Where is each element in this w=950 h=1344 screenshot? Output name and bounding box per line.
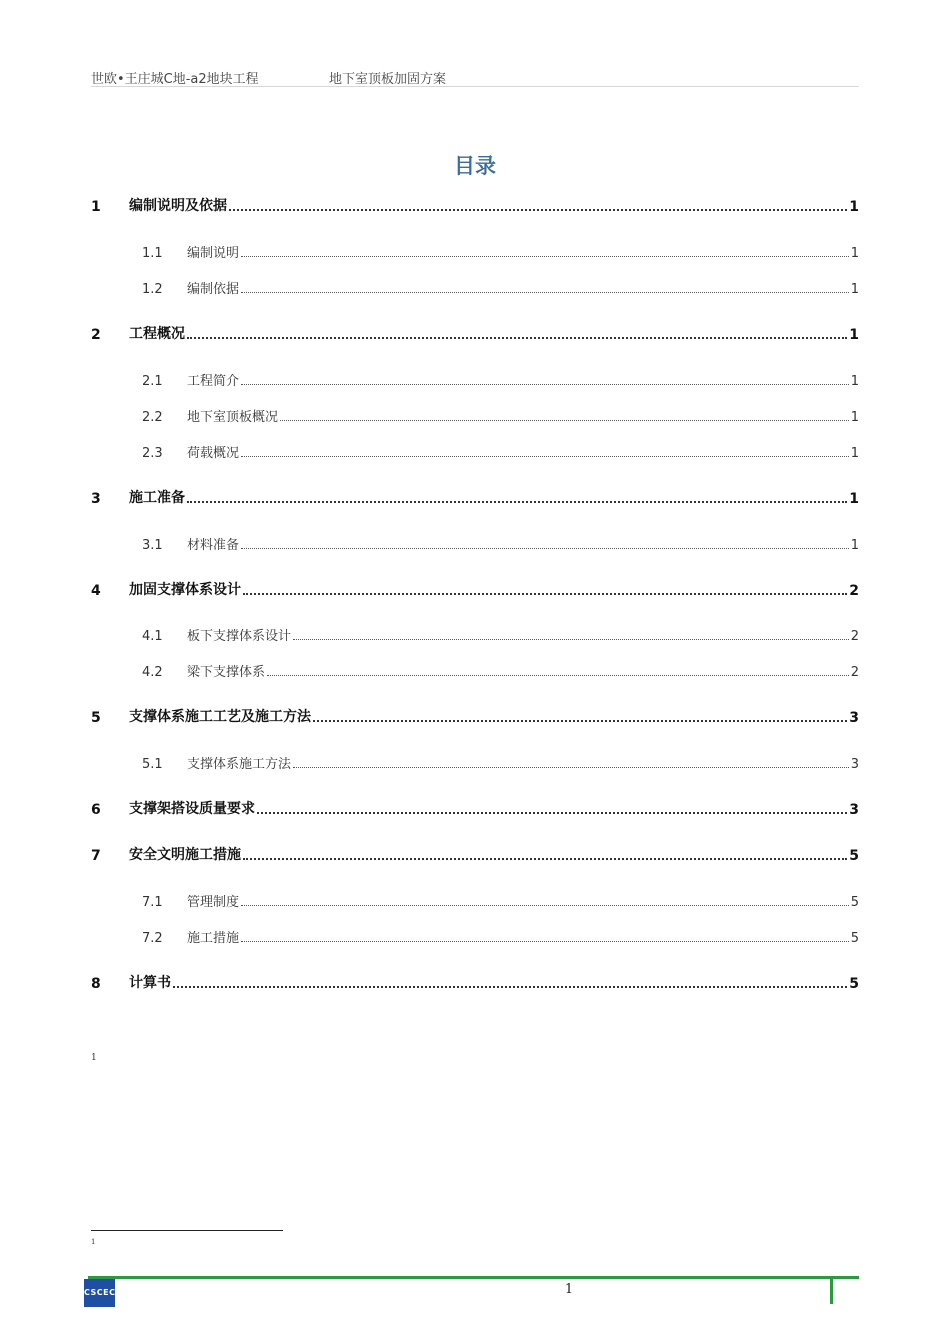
toc-entry-title: 支撑体系施工工艺及施工方法: [129, 709, 311, 725]
toc-entry-section[interactable]: [91, 533, 859, 553]
toc-entry-title: 施工措施: [187, 931, 240, 946]
toc-entry-number: 2.1: [142, 374, 163, 389]
toc-dot-leader: [267, 674, 849, 676]
toc-entry-page: 5: [850, 931, 859, 946]
toc-entry-section[interactable]: [91, 752, 859, 772]
toc-entry-number: 7.1: [142, 895, 163, 910]
toc-dot-leader: [241, 940, 849, 942]
toc-entry-number: 2.3: [142, 446, 163, 461]
toc-entry-number: 4.1: [142, 629, 163, 644]
page-number: 1: [564, 1282, 574, 1297]
logo-text-top: CSCEC: [84, 1288, 116, 1297]
toc-dot-leader: [241, 255, 849, 257]
toc-entry-title: 工程概况: [129, 326, 185, 342]
toc-entry-title: 支撑架搭设质量要求: [129, 801, 255, 817]
toc-entry-number: 7.2: [142, 931, 163, 946]
toc-entry-number: 2.2: [142, 410, 163, 425]
toc-entry-section[interactable]: [91, 624, 859, 644]
toc-entry-number: 3.1: [142, 538, 163, 553]
toc-entry-title: 计算书: [129, 975, 171, 991]
toc-entry-number: 6: [91, 802, 101, 818]
toc-dot-leader: [173, 985, 847, 988]
toc-entry-number: 1: [91, 199, 101, 215]
toc-entry-number: 1.2: [142, 282, 163, 297]
toc-entry-section[interactable]: [91, 441, 859, 461]
toc-entry-page: 1: [850, 246, 859, 261]
toc-entry-chapter[interactable]: [91, 195, 859, 215]
toc-entry-number: 1.1: [142, 246, 163, 261]
toc-entry-page: 1: [849, 199, 859, 215]
toc-entry-chapter[interactable]: [91, 487, 859, 507]
toc-entry-title: 编制依据: [187, 282, 240, 297]
toc-dot-leader: [229, 208, 847, 211]
header-document-title: 地下室顶板加固方案: [329, 72, 447, 87]
toc-entry-page: 3: [849, 710, 859, 726]
toc-dot-leader: [293, 638, 849, 640]
toc-entry-page: 2: [849, 583, 859, 599]
toc-dot-leader: [241, 547, 849, 549]
toc-entry-page: 1: [849, 491, 859, 507]
footnote-separator: [91, 1230, 283, 1231]
toc-entry-chapter[interactable]: [91, 323, 859, 343]
toc-entry-chapter[interactable]: [91, 706, 859, 726]
toc-dot-leader: [243, 857, 847, 860]
toc-entry-section[interactable]: [91, 660, 859, 680]
toc-entry-page: 1: [850, 282, 859, 297]
toc-entry-chapter[interactable]: [91, 844, 859, 864]
toc-dot-leader: [313, 719, 847, 722]
toc-entry-section[interactable]: [91, 241, 859, 261]
toc-entry-page: 1: [850, 538, 859, 553]
toc-dot-leader: [241, 904, 849, 906]
toc-entry-section[interactable]: [91, 926, 859, 946]
toc-entry-number: 5.1: [142, 757, 163, 772]
toc-entry-number: 5: [91, 710, 101, 726]
toc-dot-leader: [241, 383, 849, 385]
toc-entry-title: 材料准备: [187, 538, 240, 553]
toc-entry-title: 梁下支撑体系: [187, 665, 266, 680]
toc-entry-page: 2: [850, 665, 859, 680]
toc-entry-title: 荷载概况: [187, 446, 240, 461]
toc-entry-number: 7: [91, 848, 101, 864]
toc-dot-leader: [187, 500, 847, 503]
toc-entry-page: 3: [850, 757, 859, 772]
footnote-text: 1: [91, 1238, 96, 1246]
toc-entry-page: 5: [850, 895, 859, 910]
toc-dot-leader: [243, 592, 847, 595]
footnote-marker: 1: [91, 1053, 97, 1063]
toc-dot-leader: [241, 455, 849, 457]
toc-entry-title: 管理制度: [187, 895, 240, 910]
toc-entry-chapter[interactable]: [91, 972, 859, 992]
toc-entry-title: 加固支撑体系设计: [129, 582, 241, 598]
toc-entry-section[interactable]: [91, 890, 859, 910]
toc-entry-number: 4: [91, 583, 101, 599]
toc-entry-page: 1: [850, 446, 859, 461]
toc-entry-page: 1: [850, 374, 859, 389]
toc-entry-number: 2: [91, 327, 101, 343]
toc-entry-chapter[interactable]: [91, 579, 859, 599]
toc-entry-title: 支撑体系施工方法: [187, 757, 292, 772]
toc-entry-section[interactable]: [91, 277, 859, 297]
footer-rule: [88, 1276, 859, 1279]
toc-entry-title: 地下室顶板概况: [187, 410, 279, 425]
toc-entry-title: 编制说明: [187, 246, 240, 261]
toc-entry-page: 2: [850, 629, 859, 644]
toc-entry-title: 施工准备: [129, 490, 185, 506]
toc-entry-page: 3: [849, 802, 859, 818]
header-project-name: 世欧•王庄城C地-a2地块工程: [91, 72, 259, 87]
toc-entry-page: 1: [849, 327, 859, 343]
toc-entry-number: 4.2: [142, 665, 163, 680]
toc-dot-leader: [257, 811, 847, 814]
toc-entry-chapter[interactable]: [91, 798, 859, 818]
toc-entry-section[interactable]: [91, 369, 859, 389]
toc-entry-page: 5: [849, 848, 859, 864]
toc-entry-number: 3: [91, 491, 101, 507]
toc-entry-title: 安全文明施工措施: [129, 847, 241, 863]
toc-entry-title: 板下支撑体系设计: [187, 629, 292, 644]
toc-dot-leader: [187, 336, 847, 339]
toc-dot-leader: [280, 419, 849, 421]
toc-title: 目录: [454, 154, 496, 178]
toc-entry-number: 8: [91, 976, 101, 992]
toc-entry-title: 编制说明及依据: [129, 198, 227, 214]
toc-dot-leader: [241, 291, 849, 293]
toc-entry-title: 工程简介: [187, 374, 240, 389]
toc-entry-section[interactable]: [91, 405, 859, 425]
toc-entry-page: 5: [849, 976, 859, 992]
toc-entry-page: 1: [850, 410, 859, 425]
toc-dot-leader: [293, 766, 849, 768]
